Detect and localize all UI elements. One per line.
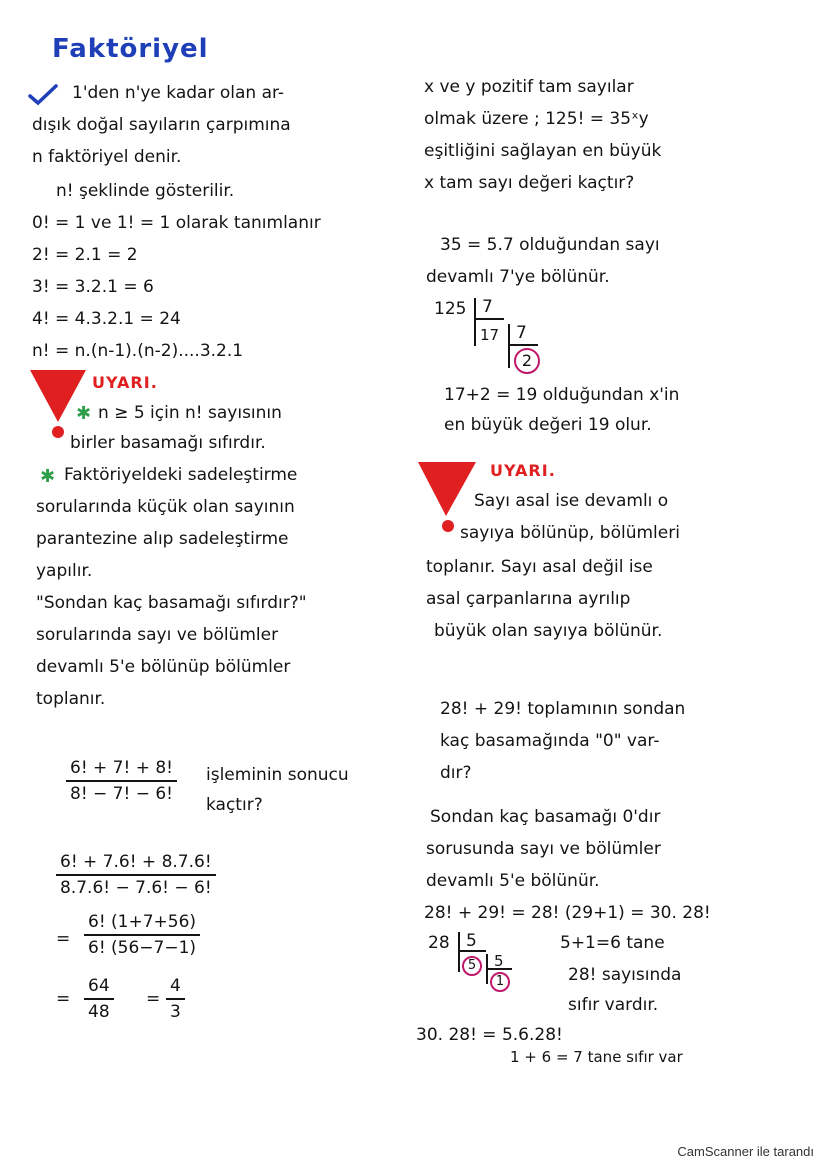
equals-sign: = — [56, 989, 71, 1009]
example-2-factorial: 2! = 2.1 = 2 — [32, 245, 138, 265]
division-bar — [458, 932, 460, 972]
page-title: Faktöriyel — [52, 34, 209, 64]
warning-1-note-line-1: "Sondan kaç basamağı sıfırdır?" — [36, 593, 307, 613]
equals-sign: = — [56, 929, 71, 949]
definition-line-2: dışık doğal sayıların çarpımına — [32, 115, 291, 135]
example-2-question-line-4: x tam sayı değeri kaçtır? — [424, 173, 635, 193]
warning-2-line-1: Sayı asal ise devamlı o — [474, 491, 669, 511]
division-quotient-2: 2 — [514, 348, 540, 374]
example-2-solution-line-2: devamlı 7'ye bölünür. — [426, 267, 610, 287]
example-2-result-line-2: en büyük değeri 19 olur. — [444, 415, 652, 435]
warning-1-bullet-2-line-3: parantezine alıp sadeleştirme — [36, 529, 289, 549]
example-1-result-denominator: 3 — [170, 1002, 181, 1022]
checkmark-icon — [28, 84, 58, 106]
example-3-question-line-1: 28! + 29! toplamının sondan — [440, 699, 686, 719]
bullet-icon: ✱ — [40, 466, 56, 487]
equals-sign: = — [146, 989, 161, 1009]
example-2-solution-line-1: 35 = 5.7 olduğundan sayı — [440, 235, 660, 255]
example-1-question-line-2: kaçtır? — [206, 795, 263, 815]
example-2-question-line-3: eşitliğini sağlayan en büyük — [424, 141, 662, 161]
division-quotient-2: 1 — [490, 972, 510, 992]
example-1-step-3 — [84, 976, 114, 1022]
warning-1-title: UYARI. — [92, 373, 158, 392]
example-n-factorial: n! = n.(n-1).(n-2)....3.2.1 — [32, 341, 244, 361]
division-divisor-2: 5 — [494, 952, 504, 970]
warning-1-bullet-1-line-2: birler basamağı sıfırdır. — [70, 433, 266, 453]
warning-1-bullet-2-line-2: sorularında küçük olan sayının — [36, 497, 295, 517]
example-2-result-line-1: 17+2 = 19 olduğundan x'in — [444, 385, 680, 405]
example-1-step-1-numerator: 6! + 7.6! + 8.7.6! — [56, 852, 216, 876]
example-3-final: 30. 28! = 5.6.28! — [416, 1025, 563, 1045]
example-3-factorial: 3! = 3.2.1 = 6 — [32, 277, 154, 297]
division-quotient-1: 17 — [480, 326, 500, 344]
example-3-solution-line-1: Sondan kaç basamağı 0'dır — [430, 807, 661, 827]
definition-line-1: 1'den n'ye kadar olan ar- — [72, 83, 285, 103]
example-1-result-numerator: 4 — [166, 976, 185, 1000]
warning-2-line-3: toplanır. Sayı asal değil ise — [426, 557, 653, 577]
division-bar — [474, 298, 476, 346]
definitions-line: 0! = 1 ve 1! = 1 olarak tanımlanır — [32, 213, 321, 233]
division-dividend: 28 — [428, 933, 450, 953]
example-3-question-line-3: dır? — [440, 763, 472, 783]
example-3-question-line-2: kaç basamağında "0" var- — [440, 731, 660, 751]
example-2-division — [434, 296, 574, 376]
warning-1-note-line-3: devamlı 5'e bölünüp bölümler — [36, 657, 291, 677]
division-quotient-1: 5 — [462, 956, 482, 976]
definition-line-3: n faktöriyel denir. — [32, 147, 182, 167]
example-1-denominator: 8! − 7! − 6! — [70, 784, 173, 804]
warning-1-note-line-4: toplanır. — [36, 689, 106, 709]
example-1-question-line-1: işleminin sonucu — [206, 765, 349, 785]
example-1-fraction — [66, 758, 177, 804]
example-3-solution-line-3: devamlı 5'e bölünür. — [426, 871, 600, 891]
example-1-step-1 — [56, 852, 216, 898]
division-dividend: 125 — [434, 299, 467, 319]
warning-1-note-line-2: sorularında sayı ve bölümler — [36, 625, 279, 645]
notation-line: n! şeklinde gösterilir. — [56, 181, 235, 201]
division-divisor-2: 7 — [516, 323, 527, 343]
example-3-side-line-3: sıfır vardır. — [568, 995, 659, 1015]
example-4-factorial: 4! = 4.3.2.1 = 24 — [32, 309, 181, 329]
example-1-step-1-denominator: 8.7.6! − 7.6! − 6! — [60, 878, 212, 898]
example-3-factorization: 28! + 29! = 28! (29+1) = 30. 28! — [424, 903, 711, 923]
division-line — [508, 344, 538, 346]
division-divisor-1: 7 — [482, 297, 493, 317]
division-bar — [508, 324, 510, 368]
warning-2-line-4: asal çarpanlarına ayrılıp — [426, 589, 631, 609]
example-2-question-line-1: x ve y pozitif tam sayılar — [424, 77, 634, 97]
scanner-watermark: CamScanner ile tarandı — [677, 1144, 814, 1159]
example-1-step-3-numerator: 64 — [84, 976, 114, 1000]
example-1-step-3-denominator: 48 — [88, 1002, 110, 1022]
example-1-step-2-denominator: 6! (56−7−1) — [88, 938, 197, 958]
warning-2-line-5: büyük olan sayıya bölünür. — [434, 621, 663, 641]
warning-1-bullet-2-line-1: Faktöriyeldeki sadeleştirme — [64, 465, 298, 485]
division-divisor-1: 5 — [466, 931, 477, 951]
example-3-final-note: 1 + 6 = 7 tane sıfır var — [510, 1048, 683, 1066]
warning-2-title: UYARI. — [490, 461, 556, 480]
example-1-numerator: 6! + 7! + 8! — [66, 758, 177, 782]
bullet-icon: ✱ — [76, 403, 92, 424]
example-1-result — [166, 976, 185, 1022]
example-3-solution-line-2: sorusunda sayı ve bölümler — [426, 839, 661, 859]
warning-1-bullet-1-line-1: n ≥ 5 için n! sayısının — [98, 403, 282, 423]
division-line — [474, 318, 504, 320]
example-3-side-line-1: 5+1=6 tane — [560, 933, 665, 953]
example-1-step-2-numerator: 6! (1+7+56) — [84, 912, 200, 936]
example-3-side-line-2: 28! sayısında — [568, 965, 682, 985]
warning-1-bullet-2-line-4: yapılır. — [36, 561, 93, 581]
example-2-question-line-2: olmak üzere ; 125! = 35ˣy — [424, 109, 649, 129]
example-1-step-2 — [84, 912, 200, 958]
example-3-division — [428, 930, 548, 990]
warning-2-line-2: sayıya bölünüp, bölümleri — [460, 523, 680, 543]
